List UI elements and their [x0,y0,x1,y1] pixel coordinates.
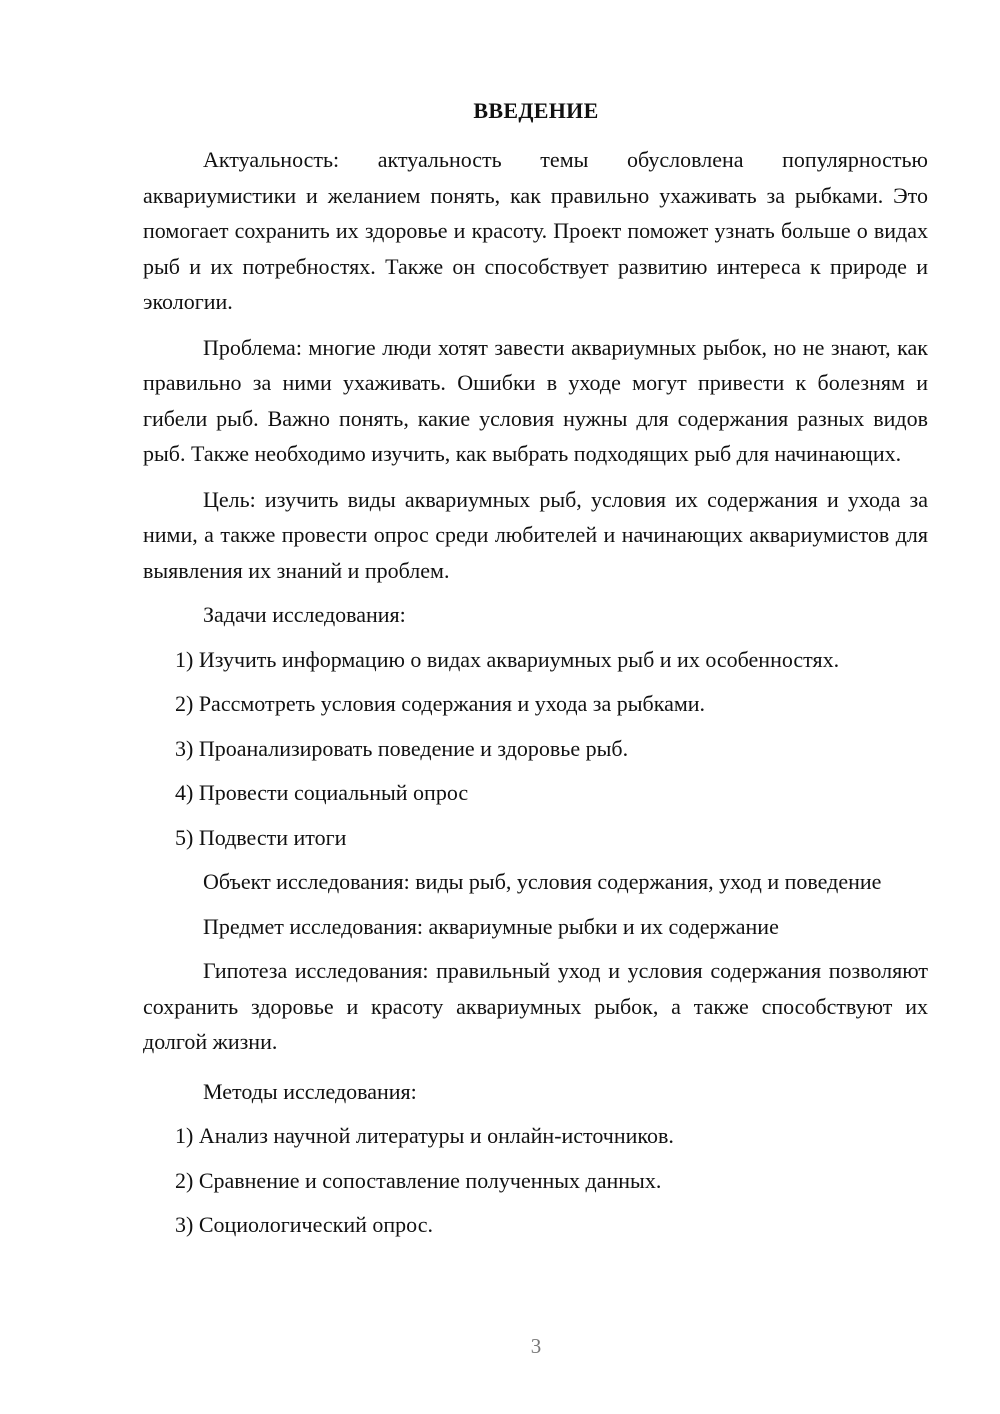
task-item: 2) Рассмотреть условия содержания и ухода за рыбками. [175,691,706,716]
method-item: 3) Социологический опрос. [175,1212,433,1237]
tasks-heading: Задачи исследования: [203,602,406,627]
methods-heading: Методы исследования: [203,1078,417,1104]
task-item: 1) Изучить информацию о видах аквариумных рыб и их особенностях. [175,646,840,672]
goal-paragraph: Цель: изучить виды аквариумных рыб, условия их содержания и ухода за ними, а также провести опрос среди любителей и начинающих аквариумистов для выявления их знаний и проблем. [143,486,928,583]
method-item: 1) Анализ научной литературы и онлайн-источников. [175,1123,674,1148]
task-item: 3) Проанализировать поведение и здоровье рыб. [175,735,629,761]
page-number: 3 [530,1334,542,1358]
task-item: 5) Подвести итоги [175,824,347,850]
task-item: 4) Провести социальный опрос [175,780,469,805]
hypothesis-paragraph: Гипотеза исследования: правильный уход и условия содержания позволяют сохранить здоровье и красоту аквариумных рыбок, а также способствуют их долгой жизни. [143,958,928,1054]
problem-paragraph: Проблема: многие люди хотят завести аквариумных рыбок, но не знают, как правильно за ними ухаживать. Ошибки в уходе могут привести к болезням и гибели рыб. Важно понять, какие условия нужны для содержания разных видов рыб. Также необходимо изучить, как выбрать подходящих рыб для начинающих. [143,334,928,466]
subject-paragraph: Предмет исследования: аквариумные рыбки и их содержание [203,913,779,939]
method-item: 2) Сравнение и сопоставление полученных данных. [175,1167,662,1193]
page-title: ВВЕДЕНИЕ [473,98,599,123]
relevance-paragraph: Актуальность: актуальность темы обусловлена популярностью аквариумистики и желанием понять, как правильно ухаживать за рыбками. Это помогает сохранить их здоровье и красоту. Проект поможет узнать больше о видах рыб и их потребностях. Также он способствует развитию интереса к природе и экологии. [143,147,928,314]
object-paragraph: Объект исследования: виды рыб, условия содержания, уход и поведение [203,869,882,894]
document-body [143,142,928,1243]
